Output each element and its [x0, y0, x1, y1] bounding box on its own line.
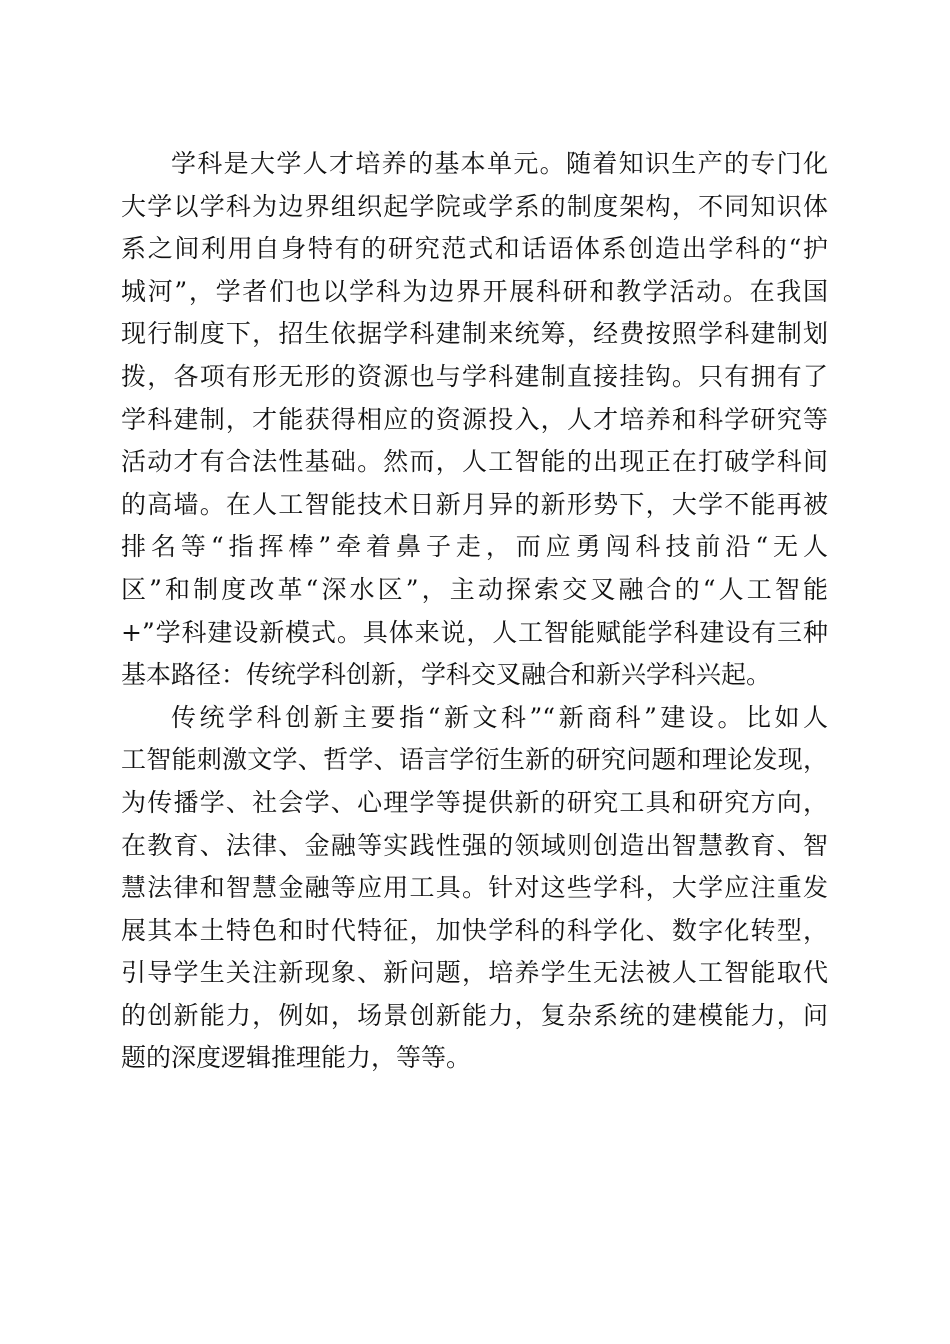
paragraph-line: 区”和制度改革“深水区”，主动探索交叉融合的“人工智能 [121, 574, 828, 604]
paragraph-line: 的高墙。在人工智能技术日新月异的新形势下，大学不能再被 [121, 489, 828, 519]
document-body [121, 143, 828, 1080]
paragraph-line: 系之间利用自身特有的研究范式和话语体系创造出学科的“护 [121, 234, 828, 264]
paragraph-line: 学科建制，才能获得相应的资源投入，人才培养和科学研究等 [121, 404, 828, 434]
paragraph-line: 工智能刺激文学、哲学、语言学衍生新的研究问题和理论发现， [121, 745, 828, 775]
paragraph-line: 为传播学、社会学、心理学等提供新的研究工具和研究方向， [121, 787, 828, 817]
paragraph-line: 现行制度下，招生依据学科建制来统筹，经费按照学科建制划 [121, 319, 828, 349]
paragraph-line: 题的深度逻辑推理能力，等等。 [121, 1043, 472, 1073]
paragraph-line: 拨，各项有形无形的资源也与学科建制直接挂钩。只有拥有了 [121, 361, 828, 391]
paragraph-line: 基本路径：传统学科创新，学科交叉融合和新兴学科兴起。 [121, 660, 772, 690]
paragraph-line: 慧法律和智慧金融等应用工具。针对这些学科，大学应注重发 [121, 873, 828, 903]
paragraph-line: 城河”，学者们也以学科为边界开展科研和教学活动。在我国 [121, 276, 828, 306]
paragraph-line: 大学以学科为边界组织起学院或学系的制度架构，不同知识体 [121, 191, 828, 221]
paragraph-line: 在教育、法律、金融等实践性强的领域则创造出智慧教育、智 [121, 830, 828, 860]
paragraph-line: 展其本土特色和时代特征，加快学科的科学化、数字化转型， [121, 915, 828, 945]
paragraph-line: 学科是大学人才培养的基本单元。随着知识生产的专门化 [171, 149, 828, 178]
paragraph-line: 引导学生关注新现象、新问题，培养学生无法被人工智能取代 [121, 958, 828, 988]
paragraph-1 [121, 143, 828, 697]
paragraph-line: 排名等“指挥棒”牵着鼻子走，而应勇闯科技前沿“无人 [121, 532, 828, 562]
paragraph-line: +”学科建设新模式。具体来说，人工智能赋能学科建设有三种 [121, 617, 828, 647]
paragraph-line: 活动才有合法性基础。然而，人工智能的出现正在打破学科间 [121, 447, 828, 477]
paragraph-line: 的创新能力，例如，场景创新能力，复杂系统的建模能力，问 [121, 1000, 828, 1030]
paragraph-line: 传统学科创新主要指“新文科”“新商科”建设。比如人 [171, 702, 828, 732]
paragraph-2 [121, 697, 828, 1080]
